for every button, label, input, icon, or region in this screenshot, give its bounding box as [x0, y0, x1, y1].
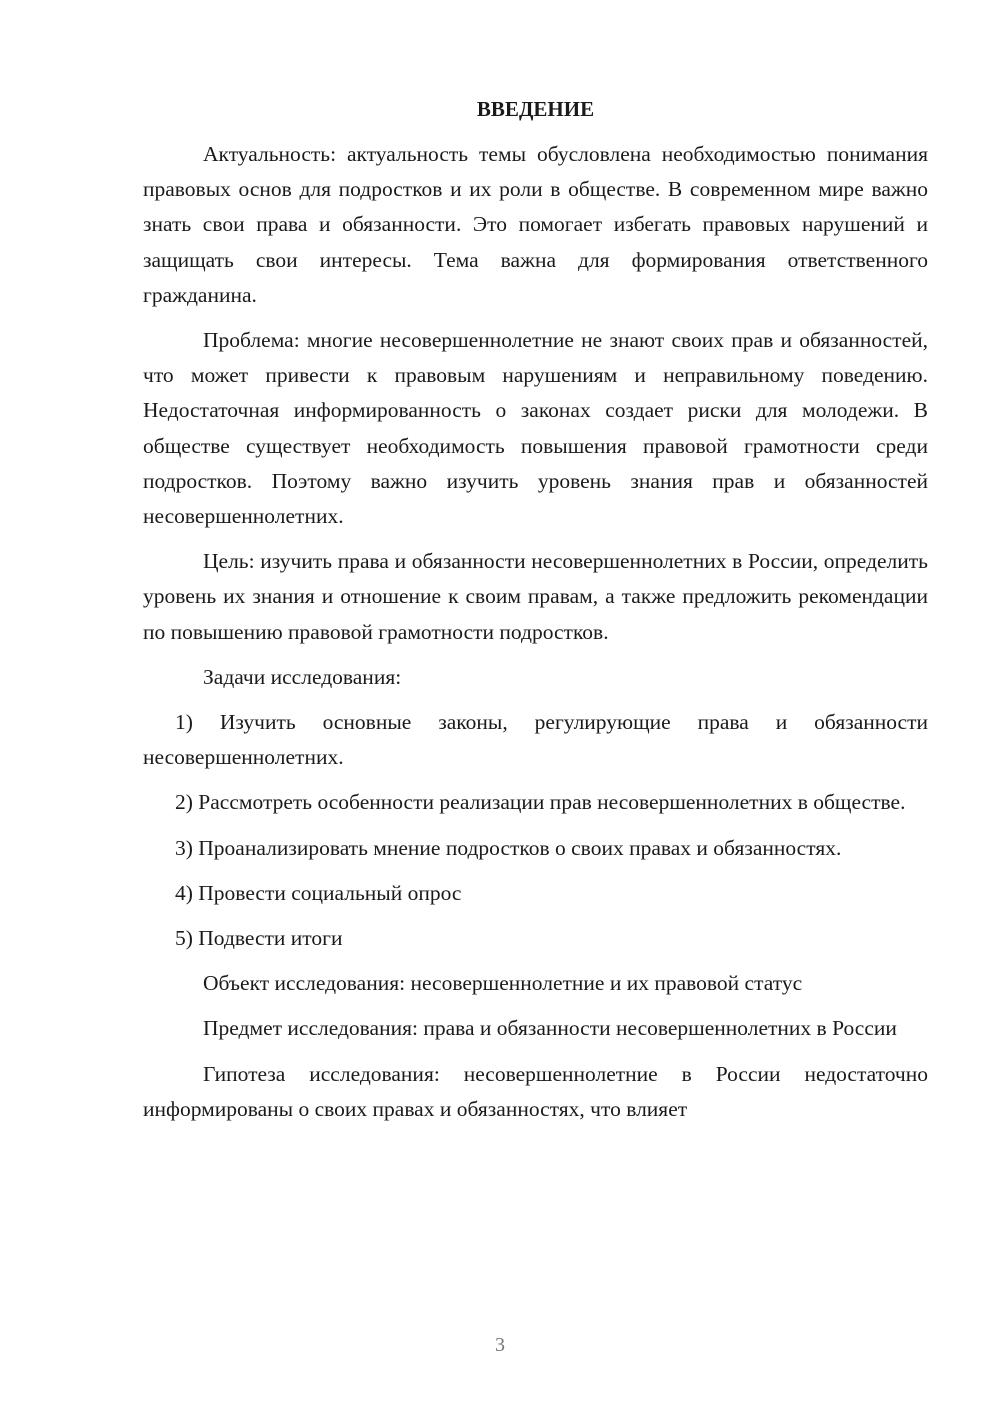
text-body	[143, 92, 928, 1137]
object-paragraph: Объект исследования: несовершеннолетние и их правовой статус	[203, 971, 803, 996]
page-number: 3	[495, 1334, 505, 1356]
relevance-paragraph: Актуальность: актуальность темы обусловлена необходимостью понимания правовых основ для подростков и их роли в обществе. В современном мире важно знать свои права и обязанности. Это помогает избегать правовых нарушений и защищать свои интересы. Тема важна для формирования ответственного гражданина.	[143, 142, 928, 307]
task-item-2: 2) Рассмотреть особенности реализации прав несовершеннолетних в обществе.	[175, 790, 906, 815]
task-item-5: 5) Подвести итоги	[175, 926, 343, 951]
problem-paragraph: Проблема: многие несовершеннолетние не знают своих прав и обязанностей, что может привести к правовым нарушениям и неправильному поведению. Недостаточная информированность о законах создает риски для молодежи. В обществе существует необходимость повышения правовой грамотности среди подростков. Поэтому важно изучить уровень знания прав и обязанностей несовершеннолетних.	[143, 328, 928, 529]
task-item-4: 4) Провести социальный опрос	[175, 880, 462, 905]
page-title: ВВЕДЕНИЕ	[476, 97, 595, 121]
task-item-3: 3) Проанализировать мнение подростков о своих правах и обязанностях.	[175, 835, 842, 860]
task-item-1: 1) Изучить основные законы, регулирующие права и обязанности несовершеннолетних.	[143, 710, 928, 770]
tasks-heading: Задачи исследования:	[203, 664, 402, 689]
goal-paragraph: Цель: изучить права и обязанности несовершеннолетних в России, определить уровень их знания и отношение к своим правам, а также предложить рекомендации по повышению правовой грамотности подростков.	[143, 549, 928, 644]
subject-paragraph: Предмет исследования: права и обязанности несовершеннолетних в России	[203, 1016, 897, 1041]
hypothesis-paragraph: Гипотеза исследования: несовершеннолетние в России недостаточно информированы о своих правах и обязанностях, что влияет	[143, 1061, 928, 1121]
